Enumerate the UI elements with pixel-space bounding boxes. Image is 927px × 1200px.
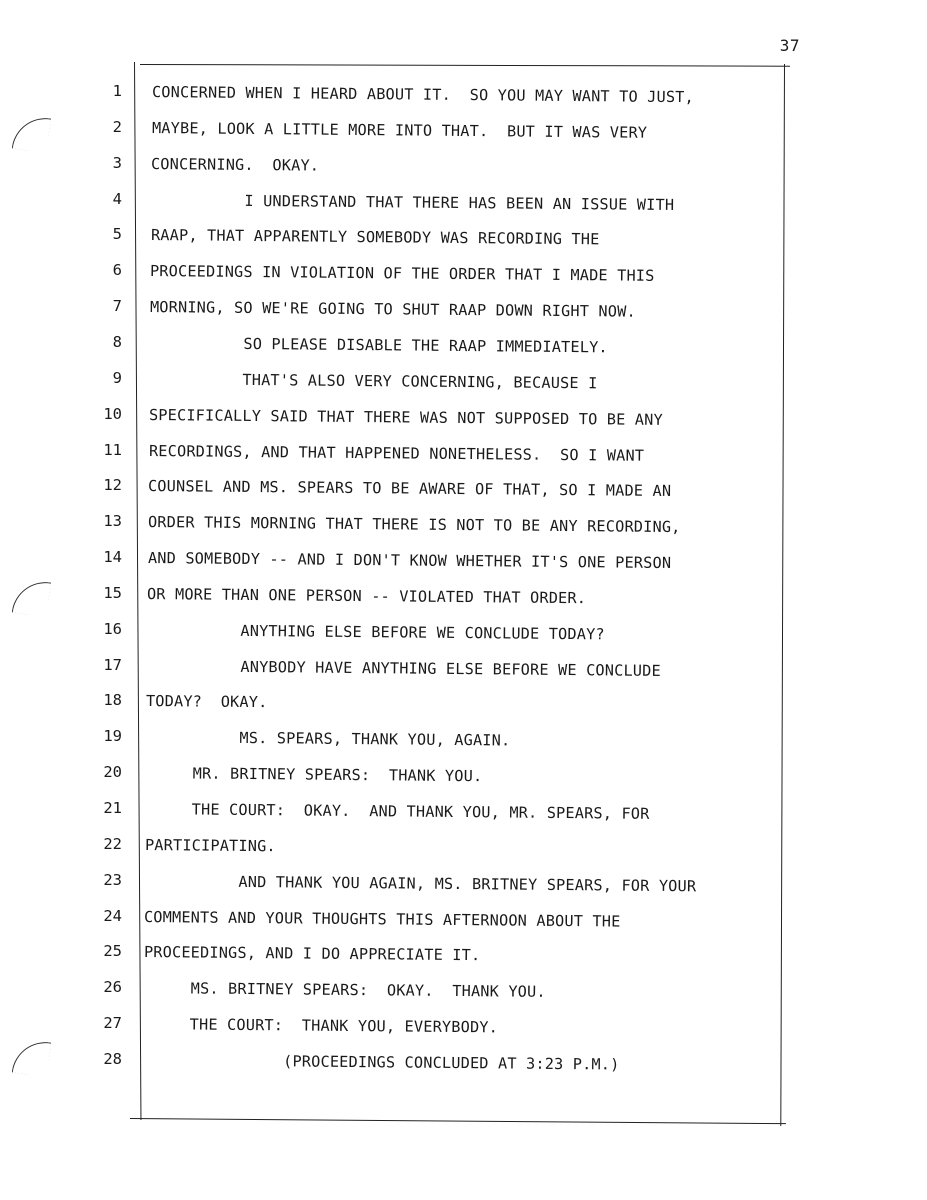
page-number: 37	[779, 36, 800, 55]
line-number: 25	[103, 942, 122, 961]
transcript-line-text: MS. BRITNEY SPEARS: OKAY. THANK YOU.	[143, 979, 546, 1002]
binder-hole-mark	[12, 578, 52, 618]
line-number: 28	[103, 1049, 122, 1068]
transcript-line-text: (PROCEEDINGS CONCLUDED AT 3:23 P.M.)	[142, 1050, 620, 1074]
line-number: 4	[112, 189, 122, 208]
line-number: 13	[103, 512, 122, 531]
transcript-line-text: PROCEEDINGS IN VIOLATION OF THE ORDER THAT I MADE THIS	[150, 262, 655, 286]
transcript-line-text: ANYBODY HAVE ANYTHING ELSE BEFORE WE CONCLUDE	[146, 656, 661, 680]
frame-bottom-border	[130, 1118, 786, 1124]
line-number: 12	[103, 476, 122, 495]
transcript-line-text: MR. BRITNEY SPEARS: THANK YOU.	[145, 764, 483, 786]
line-number: 16	[103, 619, 122, 638]
line-number: 6	[112, 261, 122, 280]
line-number: 5	[112, 225, 122, 244]
line-number: 1	[112, 82, 122, 100]
transcript-line-text: AND THANK YOU AGAIN, MS. BRITNEY SPEARS, FOR YOUR	[144, 871, 696, 895]
transcript-line-text: THE COURT: OKAY. AND THANK YOU, MR. SPEARS, FOR	[145, 800, 650, 823]
line-number: 20	[103, 763, 122, 782]
line-number: 22	[103, 834, 122, 853]
transcript-line-text: RAAP, THAT APPARENTLY SOMEBODY WAS RECORDING THE	[150, 226, 600, 249]
line-number: 14	[103, 548, 122, 567]
line-number: 15	[103, 583, 122, 602]
transcript-line-text: THAT'S ALSO VERY CONCERNING, BECAUSE I	[149, 369, 598, 393]
transcript-line-text: THE COURT: THANK YOU, EVERYBODY.	[143, 1015, 499, 1037]
line-number: 17	[103, 655, 122, 674]
frame-right-border	[780, 64, 785, 1126]
transcript-line-text: COMMENTS AND YOUR THOUGHTS THIS AFTERNOON ABOUT THE	[144, 907, 621, 931]
transcript-line-text: CONCERNED WHEN I HEARD ABOUT IT. SO YOU MAY WANT TO JUST,	[151, 83, 694, 107]
transcript-line-text: PARTICIPATING.	[144, 835, 276, 856]
transcript-line-text: CONCERNING. OKAY.	[151, 154, 320, 175]
line-number: 18	[103, 691, 122, 710]
transcript-line-text: ANYTHING ELSE BEFORE WE CONCLUDE TODAY?	[146, 620, 605, 644]
transcript-line-text: ORDER THIS MORNING THAT THERE IS NOT TO BE ANY RECORDING,	[147, 513, 681, 537]
line-number: 9	[112, 368, 122, 387]
line-number: 2	[112, 117, 122, 136]
transcript-line-text: OR MORE THAN ONE PERSON -- VIOLATED THAT ORDER.	[147, 584, 587, 608]
line-number: 19	[103, 727, 122, 746]
transcript-line-text: RECORDINGS, AND THAT HAPPENED NONETHELESS. SO I WANT	[148, 441, 644, 465]
line-number: 10	[103, 404, 122, 423]
binder-hole-mark	[12, 114, 52, 154]
binder-hole-mark	[12, 1038, 52, 1078]
transcript-line-text: SO PLEASE DISABLE THE RAAP IMMEDIATELY.	[149, 333, 608, 357]
transcript-line-text: COUNSEL AND MS. SPEARS TO BE AWARE OF THAT, SO I MADE AN	[148, 477, 672, 501]
transcript-line-text: MAYBE, LOOK A LITTLE MORE INTO THAT. BUT IT WAS VERY	[151, 118, 647, 142]
transcript-line-text: PROCEEDINGS, AND I DO APPRECIATE IT.	[143, 943, 481, 965]
frame-left-border	[134, 62, 141, 1120]
transcript-line-text: SPECIFICALLY SAID THAT THERE WAS NOT SUPPOSED TO BE ANY	[148, 405, 663, 429]
line-number: 23	[103, 870, 122, 889]
transcript-line-text: TODAY? OKAY.	[146, 692, 268, 712]
line-number: 8	[112, 332, 122, 351]
line-number: 21	[103, 799, 122, 817]
line-number: 24	[103, 906, 122, 925]
line-number: 3	[112, 153, 122, 172]
line-number: 27	[103, 1014, 122, 1033]
transcript-line-text: MORNING, SO WE'RE GOING TO SHUT RAAP DOWN RIGHT NOW.	[149, 298, 636, 321]
transcript-line-text: I UNDERSTAND THAT THERE HAS BEEN AN ISSUE WITH	[150, 190, 675, 214]
transcript-line-text: AND SOMEBODY -- AND I DON'T KNOW WHETHER IT'S ONE PERSON	[147, 549, 671, 573]
frame-top-border	[140, 64, 790, 67]
line-number: 26	[103, 978, 122, 997]
transcript-line-text: MS. SPEARS, THANK YOU, AGAIN.	[145, 728, 511, 750]
line-number: 7	[112, 297, 122, 316]
line-number: 11	[103, 440, 122, 459]
